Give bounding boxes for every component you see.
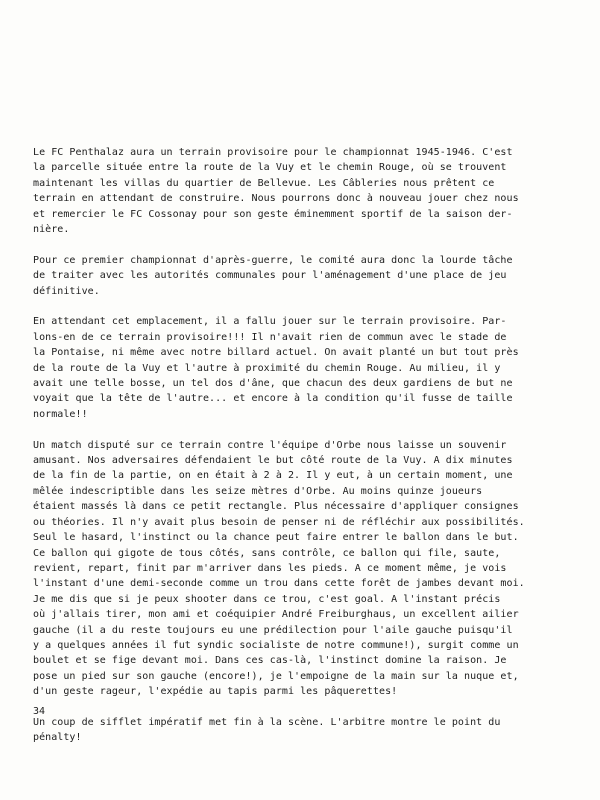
text-line: amusant. Nos adversaires défendaient le but côté route de la Vuy. A dix minutes xyxy=(33,455,513,467)
text-line: normale!! xyxy=(33,408,88,420)
paragraph-3 xyxy=(33,314,581,422)
text-line: ou théories. Il n'y avait plus besoin de penser ni de réfléchir aux possibilités. xyxy=(33,516,525,528)
text-line: Un match disputé sur ce terrain contre l'équipe d'Orbe nous laisse un souvenir xyxy=(33,439,507,451)
text-line: boulet et se fige devant moi. Dans ces cas-là, l'instinct domine la raison. Je xyxy=(33,655,507,667)
text-line: et remercier le FC Cossonay pour son geste éminemment sportif de la saison der- xyxy=(33,208,513,220)
text-line: En attendant cet emplacement, il a fallu jouer sur le terrain provisoire. Par- xyxy=(33,316,507,328)
text-line: y a quelques années il fut syndic socialiste de notre commune!), surgit comme un xyxy=(33,639,519,651)
text-line: terrain en attendant de construire. Nous pourrons donc à nouveau jouer chez nous xyxy=(33,193,519,205)
text-line: Le FC Penthalaz aura un terrain provisoire pour le championnat 1945-1946. C'est xyxy=(33,147,513,158)
text-line: d'un geste rageur, l'expédie au tapis parmi les pâquerettes! xyxy=(33,686,398,698)
text-line: la parcelle située entre la route de la Vuy et le chemin Rouge, où se trouvent xyxy=(33,162,507,174)
text-line: gauche (il a du reste toujours eu une prédilection pour l'aile gauche puisqu'il xyxy=(33,624,513,636)
paragraph-1 xyxy=(33,145,581,237)
text-line: de la route de la Vuy et l'autre à proximité du chemin Rouge. Au milieu, il y xyxy=(33,362,501,374)
text-line: revient, repart, finit par m'arriver dans les pieds. A ce moment même, je vois xyxy=(33,562,507,574)
text-line: pénalty! xyxy=(33,732,82,744)
text-line: mêlée indescriptible dans les seize mètres d'Orbe. Au moins quinze joueurs xyxy=(33,485,483,497)
page-number: 34 xyxy=(33,706,46,717)
text-line: voyait que la tête de l'autre... et encore à la condition qu'il fusse de taille xyxy=(33,393,513,405)
text-line: la Pontaise, ni même avec notre billard actuel. On avait planté un but tout près xyxy=(33,347,519,359)
text-line: lons-en de ce terrain provisoire!!! Il n'avait rien de commun avec le stade de xyxy=(33,331,507,343)
text-line: étaient massés là dans ce petit rectangle. Plus nécessaire d'appliquer consignes xyxy=(33,501,519,513)
text-line: l'instant d'une demi-seconde comme un trou dans cette forêt de jambes devant moi. xyxy=(33,578,525,590)
text-line: pose un pied sur son gauche (encore!), je l'empoigne de la main sur la nuque et, xyxy=(33,670,519,682)
text-line: Je me dis que si je peux shooter dans ce trou, c'est goal. A l'instant précis xyxy=(33,593,501,605)
text-line: Seul le hasard, l'instinct ou la chance peut faire entrer le ballon dans le but. xyxy=(33,532,519,544)
paragraph-4 xyxy=(33,438,581,700)
text-line: où j'allais tirer, mon ami et coéquipier André Freiburghaus, un excellent ailier xyxy=(33,609,519,621)
text-line: de traiter avec les autorités communales pour l'aménagement d'une place de jeu xyxy=(33,270,507,282)
text-line: maintenant les villas du quartier de Bellevue. Les Câbleries nous prêtent ce xyxy=(33,177,495,189)
text-line: de la fin de la partie, on en était à 2 à 2. Il y eut, à un certain moment, une xyxy=(33,470,513,482)
text-line: avait une telle bosse, un tel dos d'âne, que chacun des deux gardiens de but ne xyxy=(33,378,513,390)
text-line: nière. xyxy=(33,224,70,236)
text-line: Un coup de sifflet impératif met fin à la scène. L'arbitre montre le point du xyxy=(33,716,501,728)
body-text xyxy=(33,145,581,761)
text-line: définitive. xyxy=(33,285,100,297)
paragraph-5 xyxy=(33,715,581,746)
text-line: Pour ce premier championnat d'après-guerre, le comité aura donc la lourde tâche xyxy=(33,254,513,266)
paragraph-2 xyxy=(33,253,581,299)
text-line: Ce ballon qui gigote de tous côtés, sans contrôle, ce ballon qui file, saute, xyxy=(33,547,501,559)
